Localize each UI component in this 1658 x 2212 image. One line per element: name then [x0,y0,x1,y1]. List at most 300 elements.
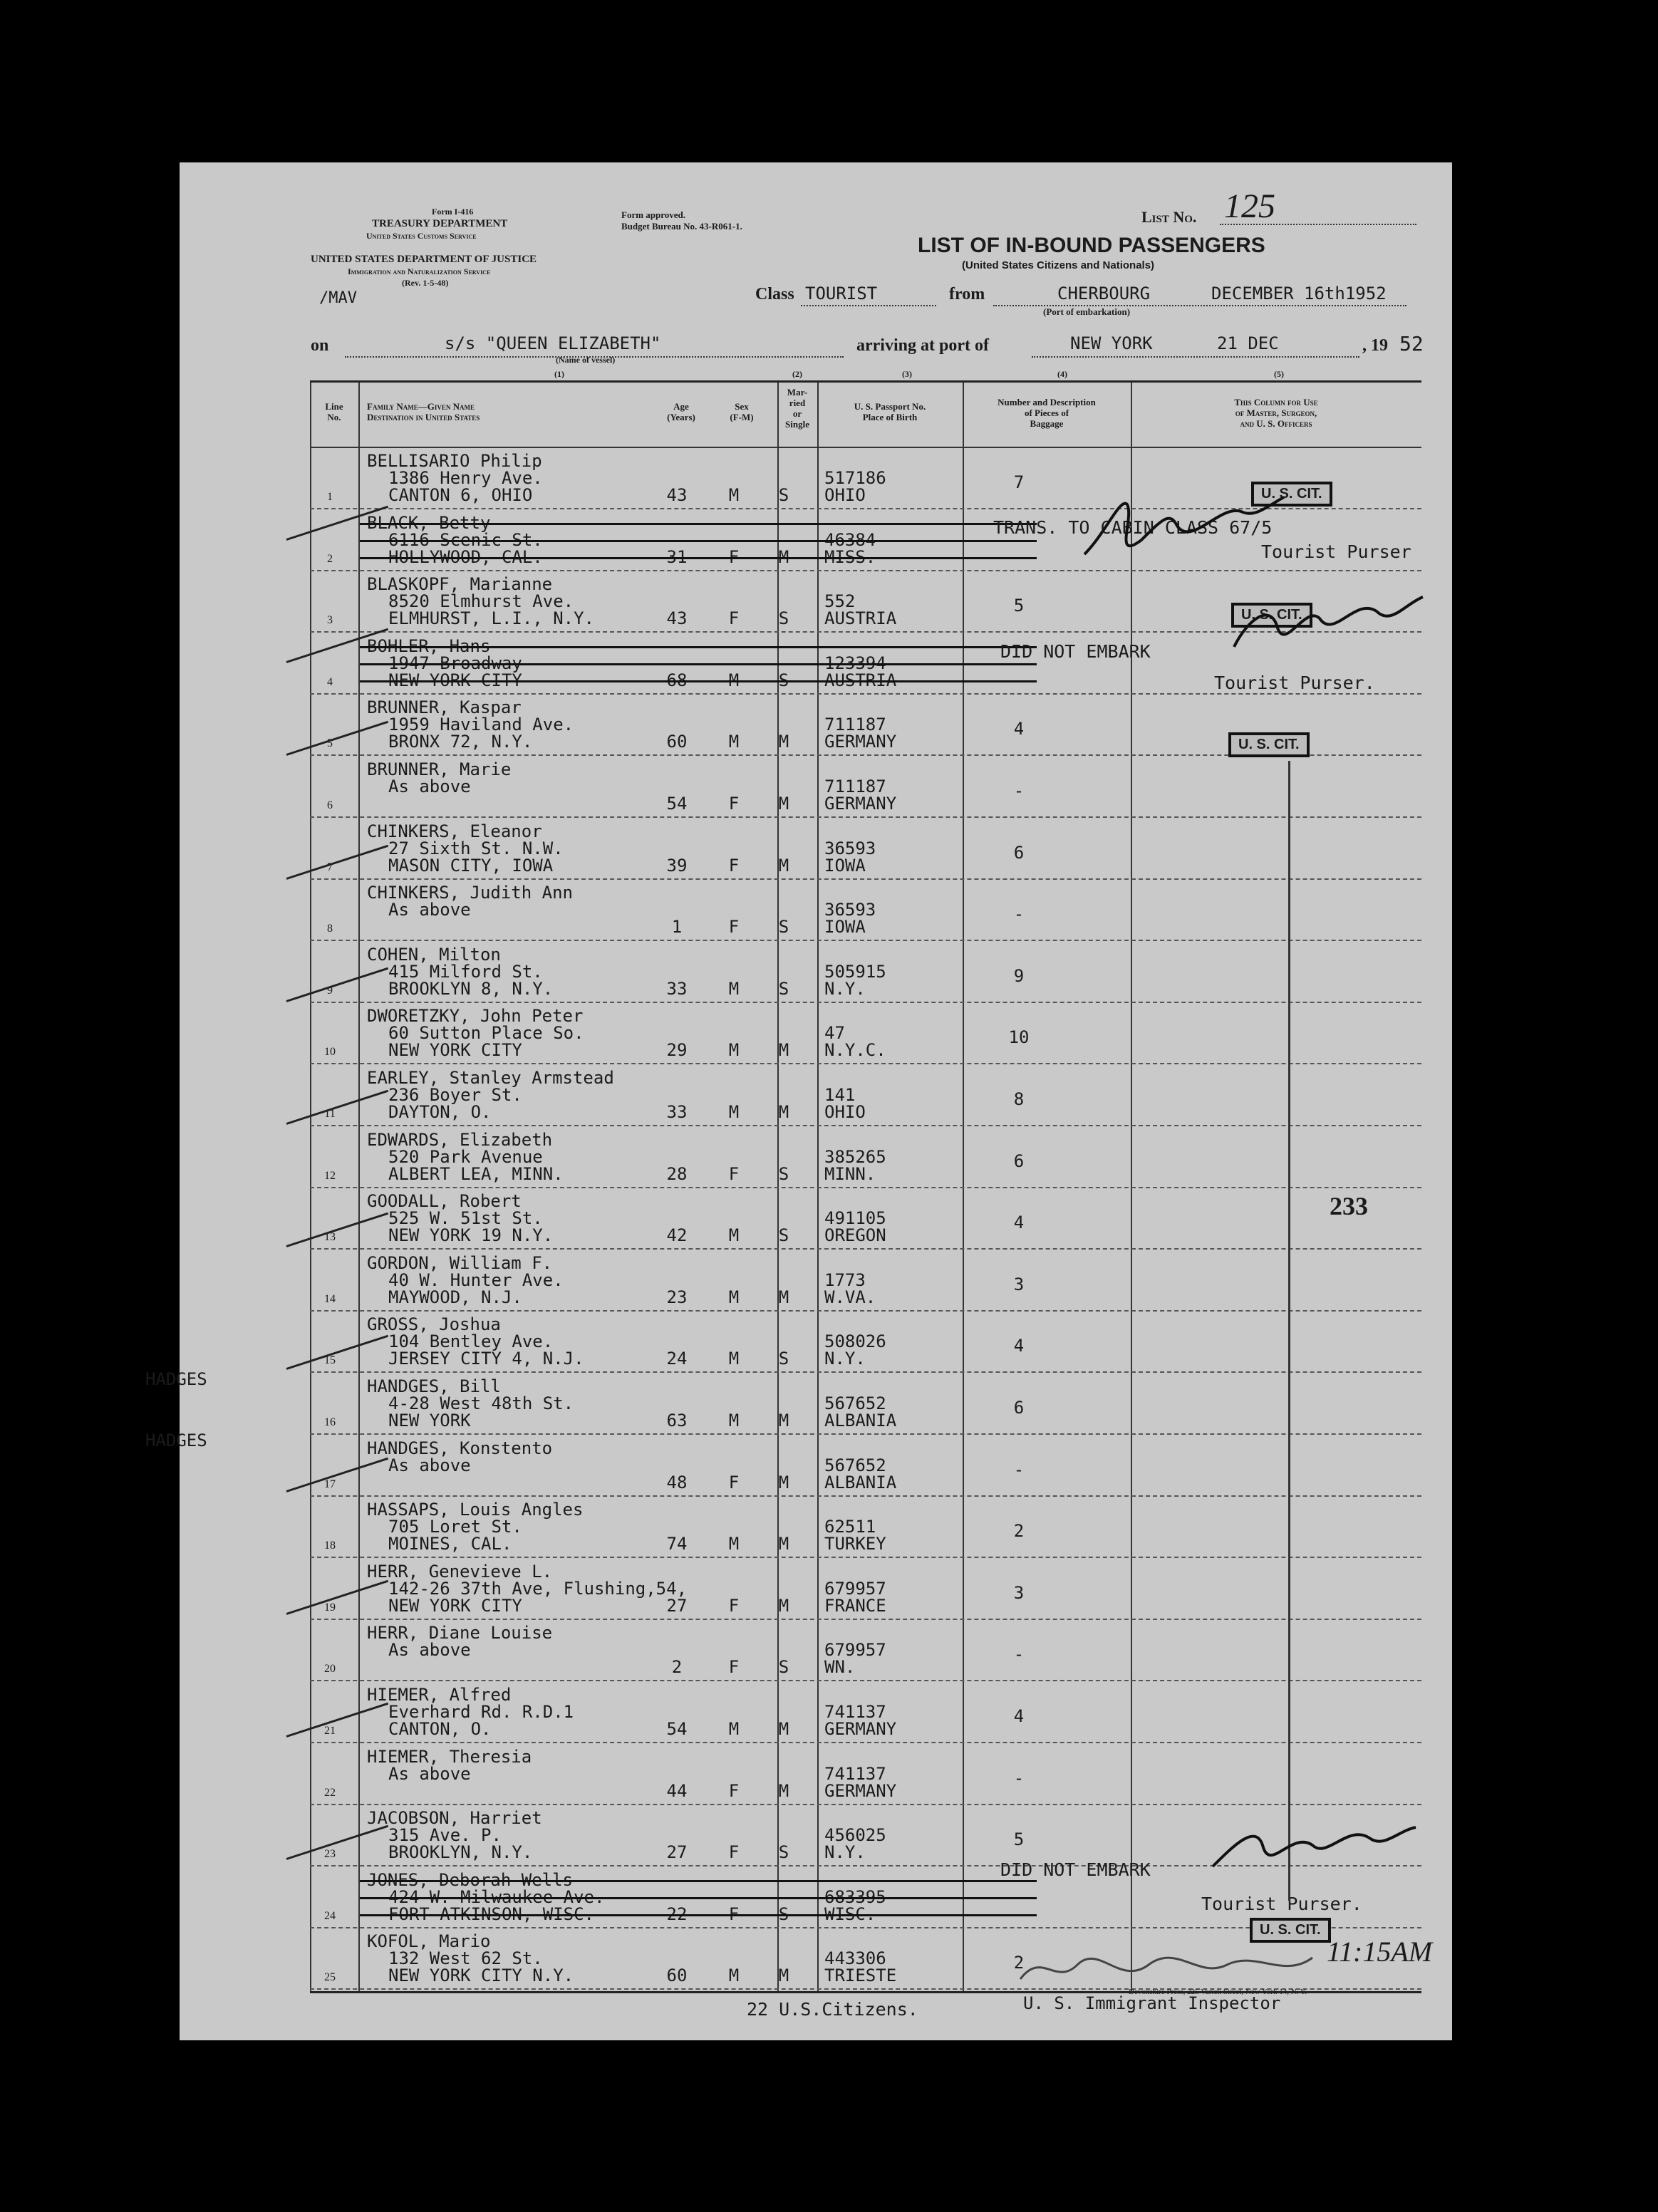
place-of-birth: IOWA [824,917,866,938]
budget-bureau: Budget Bureau No. 43-R061-1. [621,221,742,232]
passport-number: 552 [824,591,856,612]
baggage-count: 6 [1013,1151,1025,1171]
baggage-count: 8 [1013,1089,1025,1109]
passenger-name: HANDGES, Bill [367,1376,501,1396]
marital-status: M [778,732,789,752]
row-line-no: 25 [324,1971,336,1984]
sex-value: F [728,1472,740,1492]
place-of-birth: W.VA. [824,1287,876,1307]
baggage-count: 3 [1013,1582,1025,1603]
age-value: 28 [666,1163,688,1184]
vertical-check-line [1288,761,1290,1901]
table-row [310,757,1421,818]
treasury-label: TREASURY DEPARTMENT [372,218,508,229]
from-label: from [949,285,985,303]
row-line-no: 6 [327,799,333,811]
sex-value: M [728,1102,740,1122]
age-value: 68 [666,670,688,690]
age-value: 44 [666,1780,688,1801]
rev-label: (Rev. 1-5-48) [402,278,449,288]
age-value: 29 [666,1040,688,1061]
table-row [310,880,1421,941]
passport-number: 517186 [824,468,886,488]
baggage-count: 4 [1013,1706,1025,1726]
marital-status: S [778,1163,789,1184]
form-approved: Form approved. [621,209,686,220]
age-value: 54 [666,794,688,814]
row-line-no: 2 [327,552,333,565]
marital-status: M [778,1534,789,1554]
strikethrough-line [360,1897,1037,1899]
row-line-no: 17 [324,1478,336,1490]
from-value: CHERBOURG [1057,284,1151,303]
age-value: 48 [666,1472,688,1492]
marital-status: S [778,1657,789,1678]
address-line-2: ELMHURST, L.I., N.Y. [388,608,594,629]
table-row [310,1435,1421,1497]
address-line-1: 142-26 37th Ave, Flushing,54, [388,1578,688,1599]
baggage-count: 4 [1013,1213,1025,1233]
address-line-2: JERSEY CITY 4, N.J. [388,1349,584,1369]
col-num-4: (4) [1057,369,1067,379]
address-line-1: 6116 Scenic St. [388,529,543,550]
sex-value: M [728,732,740,752]
sex-value: F [728,1780,740,1801]
passport-number: 741137 [824,1763,886,1784]
passenger-name: BLACK, Betty [367,512,491,533]
passport-number: 508026 [824,1331,886,1352]
place-of-birth: OREGON [824,1225,886,1246]
sex-value: F [728,1163,740,1184]
passenger-name: HANDGES, Konstento [367,1438,553,1458]
row-line-no: 8 [327,923,333,935]
row-line-no: 7 [327,861,333,873]
row-line-no: 12 [324,1169,336,1182]
table-row [310,819,1421,880]
sex-value: F [728,794,740,814]
place-of-birth: N.Y. [824,1349,866,1369]
address-line-1: 8520 Elmhurst Ave. [388,591,574,612]
passport-number: 141 [824,1085,856,1105]
col-num-5: (5) [1274,369,1284,379]
page-title: LIST OF IN-BOUND PASSENGERS [918,234,1265,257]
address-line-2: BROOKLYN, N.Y. [388,1842,533,1863]
place-of-birth: GERMANY [824,732,897,752]
marital-status: S [778,978,789,999]
sex-value: M [728,978,740,999]
baggage-count: - [1013,904,1025,925]
passenger-name: BRUNNER, Marie [367,759,512,779]
marital-status: S [778,670,789,690]
marital-status: S [778,917,789,938]
address-line-1: 104 Bentley Ave. [388,1331,554,1352]
sex-value: M [728,1225,740,1246]
passport-number: 491105 [824,1208,886,1229]
on-label: on [311,336,329,355]
port-embark-note: (Port of embarkation) [1043,306,1131,317]
passport-number: 679957 [824,1578,886,1599]
age-value: 31 [666,546,688,567]
place-of-birth: AUSTRIA [824,608,897,629]
row-line-no: 5 [327,737,333,750]
col-header-line: Line No. [325,401,343,422]
us-cit-stamp: U. S. CIT. [1250,1918,1331,1943]
marital-status: M [778,1780,789,1801]
address-line-1: 40 W. Hunter Ave. [388,1269,564,1290]
row-line-no: 18 [324,1539,336,1552]
hadges-correction-16: HADGES [145,1369,207,1389]
address-line-1: 525 W. 51st St. [388,1208,543,1229]
place-of-birth: WN. [824,1657,856,1678]
col-header-name: Family Name—Given Name Destination in United States [367,401,480,422]
address-line-2: NEW YORK CITY [388,1595,522,1616]
place-of-birth: N.Y.C. [824,1040,886,1061]
purser-signature [1227,590,1426,668]
place-of-birth: N.Y. [824,978,866,999]
mav-code: /MAV [319,289,357,307]
baggage-count: 10 [1008,1027,1030,1048]
sex-value: M [728,1719,740,1739]
address-line-1: Everhard Rd. R.D.1 [388,1702,574,1722]
passport-number: 1773 [824,1269,866,1290]
passport-number: 385265 [824,1146,886,1167]
passenger-name: HIEMER, Theresia [367,1746,532,1767]
place-of-birth: GERMANY [824,794,897,814]
row-line-no: 20 [324,1663,336,1676]
col-num-2: (2) [792,369,802,379]
place-of-birth: IOWA [824,855,866,876]
place-of-birth: OHIO [824,485,866,505]
passenger-name: BELLISARIO Philip [367,451,542,471]
place-of-birth: TRIESTE [824,1966,897,1986]
address-line-1: 4-28 West 48th St. [388,1393,574,1413]
marital-status: S [778,1842,789,1863]
passport-number: 505915 [824,961,886,982]
printer-imprint: Devonshire Press, 225 Varick Street, New York 14, N. Y. [1129,1988,1307,1996]
marital-status: M [778,1719,789,1739]
place-of-birth: GERMANY [824,1719,897,1739]
passenger-name: HERR, Diane Louise [367,1623,553,1644]
sex-value: M [728,1040,740,1061]
page-subtitle: (United States Citizens and Nationals) [962,259,1155,271]
address-line-2: NEW YORK CITY [388,1040,522,1061]
row-line-no: 16 [324,1416,336,1428]
address-line-1: As above [388,1455,471,1475]
marital-status: M [778,1102,789,1122]
count-233: 233 [1330,1192,1368,1220]
passenger-name: JACOBSON, Harriet [367,1808,542,1829]
address-line-2: CANTON, O. [388,1719,492,1739]
citizens-total: 22 U.S.Citizens. [747,1999,918,2020]
passport-number: 567652 [824,1393,886,1413]
passenger-name: GROSS, Joshua [367,1314,501,1335]
purser-signature [1206,1817,1419,1895]
passport-number: 683395 [824,1886,886,1907]
vessel-name: s/s "QUEEN ELIZABETH" [445,333,661,353]
tourist-purser-1: Tourist Purser [1261,541,1411,562]
age-value: 74 [666,1534,688,1554]
table-row [310,1682,1421,1743]
sex-value: M [728,670,740,690]
address-line-1: As above [388,900,471,920]
hadges-correction-17: HADGES [145,1430,207,1450]
marital-status: M [778,1040,789,1061]
address-line-2: BROOKLYN 8, N.Y. [388,978,554,999]
passport-number: 36593 [824,838,876,858]
address-line-2: MASON CITY, IOWA [388,855,554,876]
baggage-count: 5 [1013,596,1025,616]
address-line-1: 1947 Broadway [388,653,522,673]
table-row [310,1250,1421,1312]
marital-status: M [778,1595,789,1616]
age-value: 33 [666,1102,688,1122]
passenger-name: CHINKERS, Judith Ann [367,883,573,903]
passport-number: 679957 [824,1640,886,1661]
us-cit-stamp: U. S. CIT. [1231,603,1312,628]
baggage-count: 7 [1013,472,1025,492]
address-line-2: NEW YORK [388,1411,471,1430]
row-line-no: 23 [324,1848,336,1861]
sex-value: M [728,1287,740,1307]
sex-value: F [728,608,740,629]
row-line-no: 24 [324,1909,336,1922]
age-value: 27 [666,1842,688,1863]
passenger-name: BLASKOPF, Marianne [367,574,553,595]
baggage-count: - [1013,781,1025,801]
age-value: 42 [666,1225,688,1246]
age-value: 33 [666,978,688,999]
age-value: 22 [666,1904,688,1924]
place-of-birth: ALBANIA [824,1411,897,1430]
age-value: 27 [666,1595,688,1616]
passenger-name: HERR, Genevieve L. [367,1561,553,1582]
age-value: 60 [666,732,688,752]
passport-number: 711187 [824,715,886,735]
marital-status: S [778,608,789,629]
sex-value: F [728,1904,740,1924]
vessel-note: (Name of vessel) [556,355,616,365]
address-line-2: DAYTON, O. [388,1102,492,1122]
col-header-age: Age (Years) [667,401,695,422]
age-value: 43 [666,485,688,505]
age-value: 1 [671,917,683,938]
us-cit-stamp: U. S. CIT. [1228,732,1310,757]
marital-status: M [778,1411,789,1430]
year-prefix: , 19 [1362,336,1388,355]
sex-value: F [728,1657,740,1678]
address-line-1: 1959 Haviland Ave. [388,715,574,735]
passport-number: 123394 [824,653,886,673]
place-of-birth: N.Y. [824,1842,866,1863]
marital-status: S [778,1225,789,1246]
year-suffix: 52 [1399,332,1424,355]
baggage-count: - [1013,1459,1025,1480]
passport-number: 47 [824,1023,845,1044]
strikethrough-line [360,680,1037,682]
baggage-count: 4 [1013,719,1025,739]
inspector-label: U. S. Immigrant Inspector [1023,1993,1281,2013]
tourist-purser-2: Tourist Purser. [1214,673,1375,693]
sex-value: F [728,917,740,938]
table-row [310,1312,1421,1373]
col-header-married: Mar- ried or Single [785,387,809,430]
baggage-count: 2 [1013,1521,1025,1542]
marital-status: S [778,485,789,505]
strikethrough-line [360,646,1037,648]
col-num-3: (3) [902,369,912,379]
marital-status: S [778,1349,789,1369]
passport-number: 46384 [824,529,876,550]
row-line-no: 4 [327,675,333,688]
address-line-2: HOLLYWOOD, CAL. [388,546,543,567]
address-line-2: FORT ATKINSON, WISC. [388,1904,594,1924]
did-not-embark-2: DID NOT EMBARK [1000,1859,1151,1880]
table-row [310,1497,1421,1558]
strikethrough-line [360,557,1037,559]
row-line-no: 15 [324,1354,336,1367]
col-header-passport: U. S. Passport No. Place of Birth [854,401,926,422]
age-value: 54 [666,1719,688,1739]
address-line-1: 60 Sutton Place So. [388,1023,584,1044]
address-line-2: NEW YORK CITY N.Y. [388,1966,574,1986]
address-line-1: 520 Park Avenue [388,1146,543,1167]
sex-value: M [728,1349,740,1369]
marital-status: S [778,1904,789,1924]
time-note: 11:15AM [1327,1936,1433,1968]
address-line-2: MOINES, CAL. [388,1534,512,1554]
baggage-count: 2 [1013,1953,1025,1973]
purser-signature [1077,490,1291,568]
table-row [310,1188,1421,1250]
address-line-1: As above [388,1640,471,1661]
passenger-name: DWORETZKY, John Peter [367,1006,584,1027]
passport-number: 456025 [824,1825,886,1846]
address-line-2: NEW YORK 19 N.Y. [388,1225,554,1246]
row-line-no: 22 [324,1786,336,1799]
table-row [310,1065,1421,1126]
passport-number: 36593 [824,900,876,920]
age-value: 23 [666,1287,688,1307]
address-line-1: As above [388,777,471,796]
passport-number: 62511 [824,1517,876,1537]
strikethrough-line [360,540,1037,542]
did-not-embark-1: DID NOT EMBARK [1000,641,1151,662]
baggage-count: - [1013,1644,1025,1665]
marital-status: M [778,1472,789,1492]
place-of-birth: FRANCE [824,1595,886,1616]
customs-label: United States Customs Service [366,231,477,241]
baggage-count: 9 [1013,965,1025,986]
baggage-count: 6 [1013,1398,1025,1418]
passenger-name: BRUNNER, Kaspar [367,697,522,718]
form-number: Form I-416 [432,207,474,217]
table-row [310,1127,1421,1188]
address-line-2: MAYWOOD, N.J. [388,1287,522,1307]
baggage-count: 4 [1013,1336,1025,1356]
row-line-no: 10 [324,1046,336,1059]
arrival-date: 21 DEC [1217,333,1279,353]
marital-status: M [778,1966,789,1986]
address-line-1: 315 Ave. P. [388,1825,502,1846]
age-value: 60 [666,1966,688,1986]
sex-value: M [728,485,740,505]
passenger-name: GORDON, William F. [367,1252,553,1273]
marital-status: M [778,1287,789,1307]
row-line-no: 19 [324,1601,336,1614]
list-no-value: 125 [1224,187,1275,225]
address-line-1: 236 Boyer St. [388,1085,522,1105]
sex-value: F [728,546,740,567]
address-line-1: 705 Loret St. [388,1517,522,1537]
marital-status: M [778,794,789,814]
strikethrough-line [360,663,1037,665]
passenger-name: HASSAPS, Louis Angles [367,1500,584,1520]
place-of-birth: WISC. [824,1904,876,1924]
trans-note: TRANS. TO CABIN CLASS 67/5 [993,517,1273,538]
row-line-no: 13 [324,1231,336,1244]
table-row [310,1620,1421,1681]
table-row [310,942,1421,1003]
arrival-port: NEW YORK [1070,333,1153,353]
age-value: 24 [666,1349,688,1369]
address-line-2: ALBERT LEA, MINN. [388,1163,564,1184]
row-line-no: 21 [324,1725,336,1737]
class-value: TOURIST [805,284,878,303]
row-line-no: 3 [327,614,333,627]
sex-value: M [728,1966,740,1986]
address-line-2: BRONX 72, N.Y. [388,732,533,752]
row-line-no: 11 [324,1108,336,1120]
address-line-2: CANTON 6, OHIO [388,485,533,505]
passport-number: 711187 [824,777,886,796]
arriving-label: arriving at port of [856,336,989,355]
table-row [310,1374,1421,1435]
age-value: 43 [666,608,688,629]
passenger-name: KOFOL, Mario [367,1931,491,1952]
strikethrough-line [360,523,1037,525]
age-value: 2 [671,1657,683,1678]
justice-label: UNITED STATES DEPARTMENT OF JUSTICE [311,254,537,265]
place-of-birth: GERMANY [824,1780,897,1801]
us-cit-stamp: U. S. CIT. [1251,482,1332,507]
passenger-name: CHINKERS, Eleanor [367,821,542,841]
sex-value: F [728,1842,740,1863]
passenger-name: EDWARDS, Elizabeth [367,1129,553,1150]
col-header-baggage: Number and Description of Pieces of Baggage [998,397,1096,429]
col-header-officers: This Column for Use of Master, Surgeon, and U. S. Officers [1234,397,1318,429]
address-line-1: 1386 Henry Ave. [388,468,543,488]
sex-value: F [728,855,740,876]
class-label: Class [755,285,794,303]
col-num-1: (1) [554,369,564,379]
place-of-birth: AUSTRIA [824,670,897,690]
tourist-purser-3: Tourist Purser. [1201,1894,1362,1914]
address-line-2: NEW YORK CITY [388,670,522,690]
place-of-birth: OHIO [824,1102,866,1122]
table-row [310,1744,1421,1805]
table-row [310,1559,1421,1620]
strikethrough-line [360,1880,1037,1882]
row-line-no: 1 [327,491,333,503]
marital-status: M [778,855,789,876]
sex-value: M [728,1411,740,1430]
passport-number: 443306 [824,1948,886,1969]
manifest-page [145,162,1452,2040]
passenger-name: GOODALL, Robert [367,1191,522,1212]
table-row [310,1003,1421,1064]
address-line-1: 132 West 62 St. [388,1948,543,1969]
passport-number: 567652 [824,1455,886,1475]
